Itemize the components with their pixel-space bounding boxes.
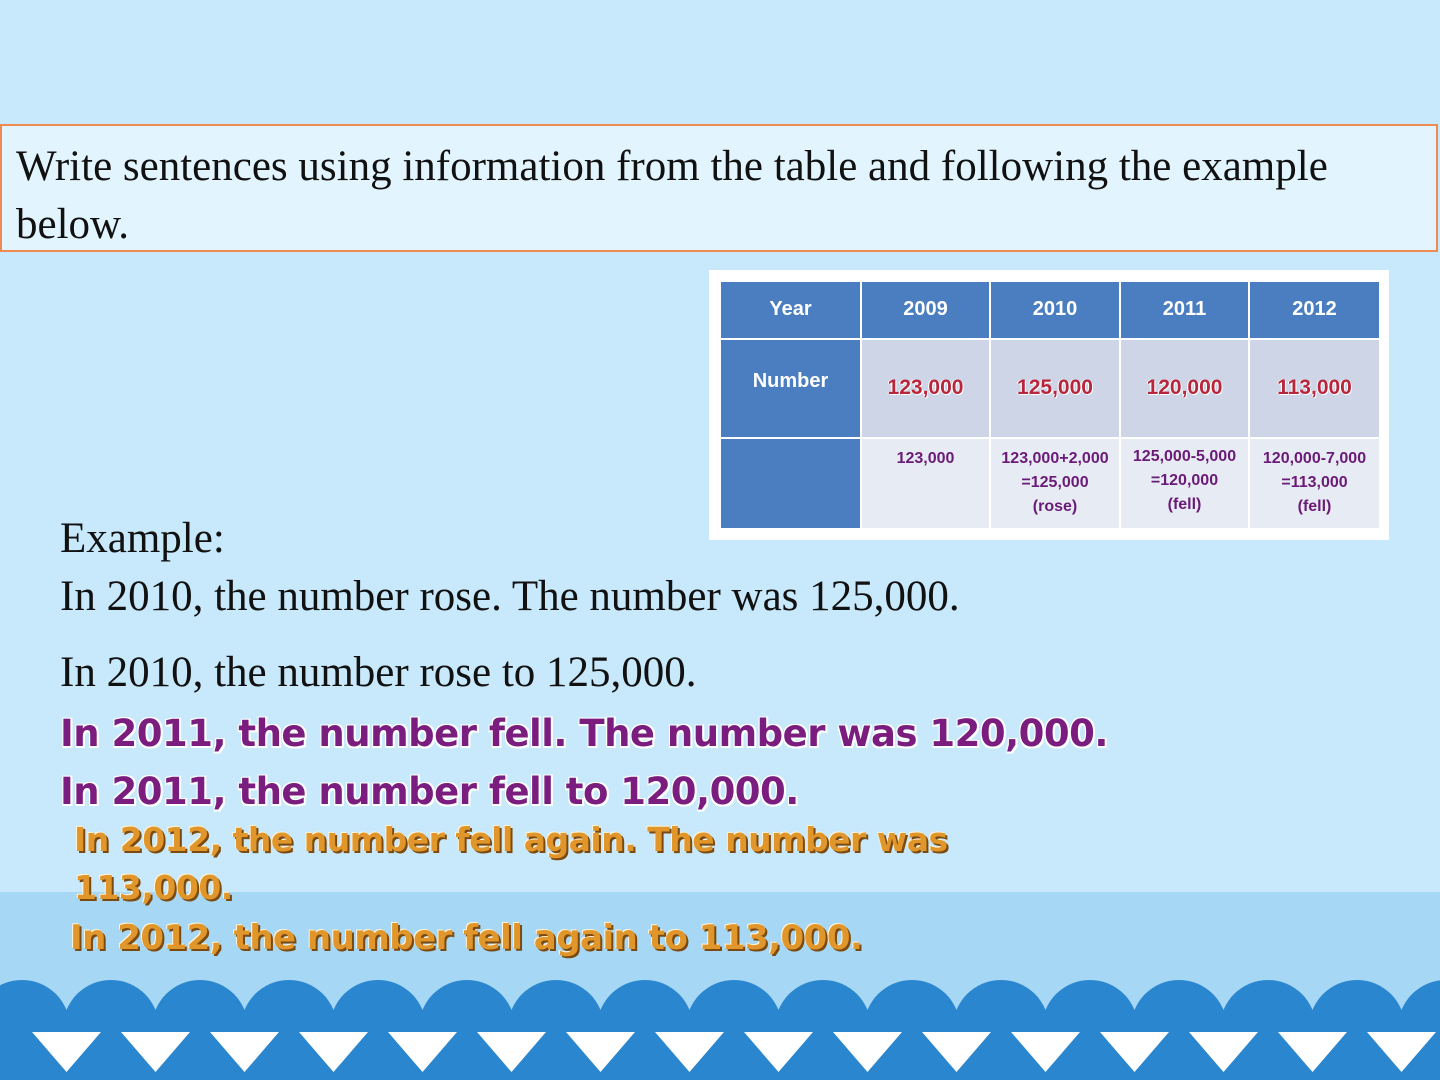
calc-line: (fell) — [1297, 498, 1332, 516]
table-header-cell: Year — [720, 281, 861, 339]
row-label-number: Number — [720, 339, 861, 439]
scallop-decoration — [0, 960, 1440, 1080]
calc-line: 120,000-7,000 — [1262, 450, 1367, 468]
calc-cell — [1120, 438, 1249, 529]
answer-2012-sentence-1-line-1: In 2012, the number fell again. The number was — [74, 820, 948, 859]
calc-cell — [990, 438, 1120, 529]
example-block — [60, 510, 960, 702]
answer-2012-sentence-2: In 2012, the number fell again to 113,000. — [70, 918, 863, 958]
table-header-cell: 2009 — [861, 281, 990, 339]
number-cell: 125,000 — [990, 339, 1120, 439]
table-header-cell: 2011 — [1120, 281, 1249, 339]
calc-cell — [1249, 438, 1380, 529]
table-header-cell: 2010 — [990, 281, 1120, 339]
calc-line: =125,000 — [1021, 474, 1089, 492]
table-header-row — [720, 281, 1380, 339]
example-sentence-2: In 2010, the number rose to 125,000. — [60, 649, 697, 696]
answer-2011-sentence-2: In 2011, the number fell to 120,000. — [60, 770, 799, 813]
table-frame — [709, 270, 1389, 540]
data-table — [719, 280, 1381, 530]
calc-line: 123,000+2,000 — [1001, 450, 1109, 468]
table-header-cell: 2012 — [1249, 281, 1380, 339]
example-label: Example: — [60, 515, 225, 562]
number-cell: 113,000 — [1249, 339, 1380, 439]
answer-2012-sentence-1-line-2: 113,000. — [74, 868, 233, 907]
calc-line: (rose) — [1032, 498, 1078, 516]
answer-2011-sentence-1: In 2011, the number fell. The number was 120,000. — [60, 712, 1108, 755]
instruction-text: Write sentences using information from the table and following the example below. — [16, 143, 1328, 248]
calc-line: 125,000-5,000 — [1132, 448, 1237, 466]
calc-line: 123,000 — [896, 450, 955, 468]
calc-line: (fell) — [1167, 496, 1202, 514]
calc-line: =120,000 — [1150, 472, 1219, 490]
table-row-number — [720, 339, 1380, 439]
instruction-box — [0, 124, 1438, 252]
example-sentence-1: In 2010, the number rose. The number was 125,000. — [60, 573, 960, 620]
calc-line: =113,000 — [1281, 474, 1348, 492]
number-cell: 120,000 — [1120, 339, 1249, 439]
number-cell: 123,000 — [861, 339, 990, 439]
scallop-shapes — [0, 980, 1440, 1080]
